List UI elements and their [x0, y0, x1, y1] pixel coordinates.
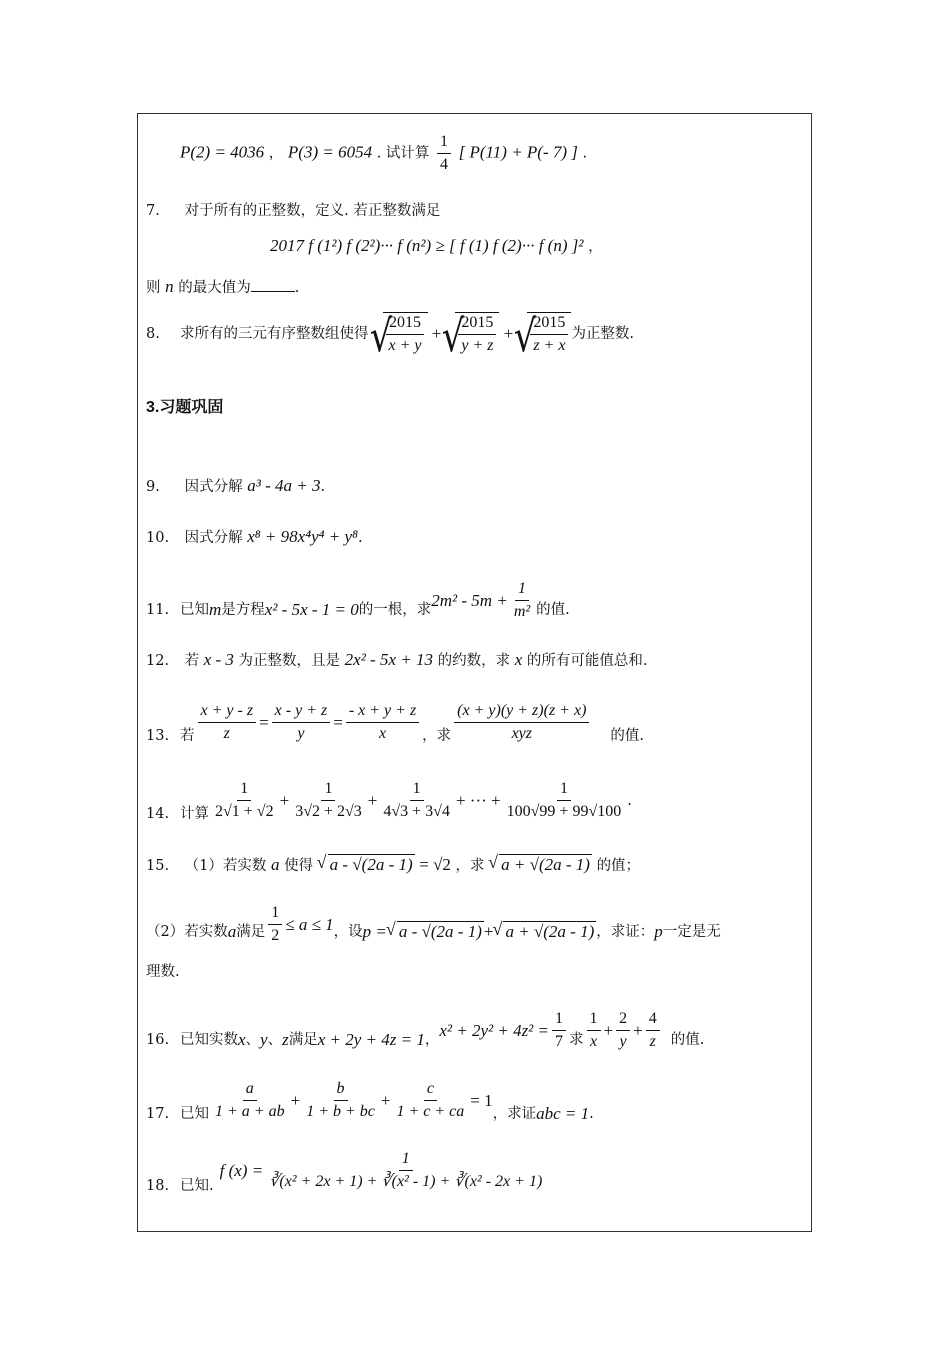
fraction-18: $\frac{1}{\text{∛(x² + 2x + 1) + ∛(x² - 1) + ∛(x² - 2x + 1)}}$	[269, 1150, 543, 1190]
sqrt-term-3: √ $\frac{2015}{z + x}$	[527, 312, 571, 356]
fraction-14-1: $\frac{1}{2√1 + √2}$	[215, 780, 274, 820]
problem-14-number: 14.	[146, 806, 170, 822]
problem-6-end: .	[582, 145, 588, 162]
problem-7-statement	[146, 201, 440, 221]
formula-16-eq2: x² + 2y² + 4z² =	[439, 1020, 550, 1040]
sqrt-15-1: √ a - √(2a - 1)	[328, 854, 415, 875]
problem-11	[146, 570, 570, 620]
p18-text1: 已知.	[180, 1178, 214, 1194]
fraction-16-3: $\frac{4}{z}$	[646, 1009, 660, 1052]
sqrt-term-1: √ $\frac{2015}{x + y}$	[383, 312, 428, 356]
p11-text1: 已知	[180, 602, 209, 618]
formula-12-b: 2x² - 5x + 13	[344, 650, 433, 669]
formula-17-eq: = 1	[470, 1090, 493, 1110]
var-p: p	[654, 922, 663, 941]
problem-8-post: 为正整数.	[571, 326, 635, 342]
problem-10-number: 10.	[146, 530, 170, 546]
formula-end: ，	[588, 239, 603, 255]
problem-9-text: 因式分解	[184, 479, 243, 495]
formula-bracket: [ P(11) + P(- 7) ]	[458, 142, 578, 162]
problem-10	[146, 527, 363, 548]
fraction-17-1: $\frac{a}{1 + a + ab}$	[215, 1080, 285, 1120]
problem-8: 8. 求所有的三元有序整数组使得 √ $\frac{2015}{x + y}$ + √ $\frac{2015}{y + z}$ + √ $\frac{2015}{z + x}$ 为正整数.	[146, 304, 634, 364]
problem-16: 16. 已知实数 x 、 y 、 z 满足 x + 2y + 4z = 1 ， x² + 2y² + 4z² = $\frac{1}{7}$ 求 $\frac{1}{x}$ + $\frac{2}{y}$ + $\frac{4}{z}$ 的值.	[146, 1010, 705, 1050]
fraction-13-1: $\frac{x + y - z}{z}$	[198, 701, 257, 744]
p16-text4: 的值.	[670, 1032, 705, 1048]
answer-end: .	[294, 280, 300, 296]
fraction-17-3: $\frac{c}{1 + c + ca}$	[396, 1080, 465, 1120]
p15-text4: 的值；	[596, 858, 641, 874]
problem-11-number: 11.	[146, 602, 170, 618]
sqrt-term-2: √ $\frac{2015}{y + z}$	[455, 312, 499, 356]
formula-15-p: p =	[362, 922, 387, 941]
formula-11-eq: x² - 5x - 1 = 0	[264, 600, 359, 619]
fraction-13-2: $\frac{x - y + z}{y}$	[272, 701, 331, 744]
answer-prefix: 则	[146, 280, 161, 296]
fraction-14-2: $\frac{1}{3√2 + 2√3}$	[295, 780, 362, 820]
problem-15-continuation: 理数.	[146, 964, 180, 980]
var-z-16: z	[282, 1030, 289, 1049]
problem-13: 13. 若 $\frac{x + y - z}{z}$ = $\frac{x - y + z}{y}$ = $\frac{- x + y + z}{x}$ ，求 $\frac{(x + y)(y + z)(z + x)}{\text{xyz}}$ 的值.	[146, 702, 644, 744]
content-box	[137, 113, 812, 1232]
formula-16-eq1: x + 2y + 4z = 1	[317, 1030, 425, 1049]
var-y-16: y	[260, 1030, 268, 1049]
p12-text4: 的所有可能值总和.	[526, 653, 648, 669]
problem-12	[146, 650, 647, 671]
var-x: x	[514, 650, 523, 669]
problem-17: 17. 已知 $\frac{a}{1 + a + ab}$ + $\frac{b}{1 + b + bc}$ + $\frac{c}{1 + c + ca}$ = 1 ，求证 abc = 1 .	[146, 1080, 594, 1123]
problem-6-text: . 试计算	[376, 145, 430, 162]
formula-p2: P(2) = 4036	[180, 142, 265, 162]
p12-text3: 的约数，求	[437, 653, 511, 669]
problem-15-number: 15.	[146, 858, 170, 874]
problem-7-formula	[270, 236, 603, 257]
problem-10-end: .	[357, 530, 363, 546]
problem-15-part-1	[146, 854, 640, 876]
p11-text2: 是方程	[221, 602, 265, 618]
fraction-17-2: $\frac{b}{1 + b + bc}$	[306, 1080, 375, 1120]
problem-16-number: 16.	[146, 1032, 170, 1048]
p13-text3: 的值.	[610, 728, 644, 744]
problem-9	[146, 476, 325, 497]
answer-blank	[251, 277, 295, 292]
p11-text4: 的值.	[536, 602, 570, 618]
problem-18-number: 18.	[146, 1178, 170, 1194]
fraction-16-1: $\frac{1}{x}$	[587, 1009, 601, 1052]
p15-text6: ，设	[333, 924, 363, 940]
formula-18-lhs: f (x) =	[219, 1160, 264, 1180]
fraction-14-3: $\frac{1}{4√3 + 3√4}$	[383, 780, 450, 820]
fraction-half: $\frac{1}{2}$	[268, 903, 282, 946]
fraction-14-4: $\frac{1}{100√99 + 99√100}$	[506, 780, 622, 820]
problem-10-text: 因式分解	[184, 530, 243, 546]
problem-14: 14. 计算 $\frac{1}{2√1 + √2}$ + $\frac{1}{3√2 + 2√3}$ + $\frac{1}{4√3 + 3√4}$ + ··· + $\frac{1}{100√99 + 99√100}$ .	[146, 780, 632, 822]
sqrt-15-2: √ a + √(2a - 1)	[499, 854, 592, 875]
p15-q2: （2）若实数	[146, 924, 228, 940]
p15-text5: 满足	[236, 924, 266, 940]
problem-8-number: 8.	[146, 326, 160, 342]
problem-12-number: 12.	[146, 653, 170, 669]
problem-13-number: 13.	[146, 728, 170, 744]
p16-text3: 求	[569, 1032, 584, 1048]
formula-17-result: abc = 1	[536, 1104, 590, 1123]
problem-15-part-2: （2）若实数 a 满足 $\frac{1}{2}$ ≤ a ≤ 1 ，设 p = √ a - √(2a - 1) + √ a + √(2a - 1) ，求证： p 一定是无	[146, 892, 721, 942]
answer-text: 的最大值为	[178, 280, 251, 296]
var-a: a	[270, 855, 280, 874]
problem-7-answer	[146, 277, 299, 298]
sqrt-15-4: √ a + √(2a - 1)	[503, 921, 596, 942]
fraction-seventh: $\frac{1}{7}$	[552, 1009, 566, 1052]
problem-17-number: 17.	[146, 1106, 170, 1122]
var-m: m	[209, 600, 222, 619]
p13-text1: 若	[180, 728, 195, 744]
fraction-13-4: $\frac{(x + y)(y + z)(z + x)}{\text{xyz}}$	[454, 701, 589, 744]
p16-text1: 已知实数	[180, 1032, 238, 1048]
p13-text2: ，求	[422, 728, 452, 744]
problem-6-line: P(2) = 4036 ， P(3) = 6054 . 试计算 $\frac{1}{4}$ [ P(11) + P(- 7) ] .	[180, 133, 588, 173]
p12-text2: 为正整数，且是	[238, 653, 341, 669]
p15-text8: 一定是无	[662, 924, 721, 940]
formula-9: a³ - 4a + 3	[247, 476, 321, 495]
section-title: 3.习题巩固	[146, 399, 224, 416]
problem-7-text: 对于所有的正整数，定义. 若正整数满足	[184, 203, 441, 219]
formula-15-ineq: ≤ a ≤ 1	[285, 914, 334, 934]
p11-text3: 的一根，求	[358, 602, 432, 618]
formula-p3: P(3) = 6054	[287, 142, 373, 162]
p17-text1: 已知	[180, 1106, 209, 1122]
p17-text2: ，求证	[492, 1106, 537, 1122]
p15-text3: ，求	[455, 858, 485, 874]
problem-18	[146, 1136, 548, 1196]
p15-text7: ，求证：	[596, 924, 655, 940]
problem-9-number: 9.	[146, 479, 160, 495]
formula-10: x⁸ + 98x⁴y⁴ + y⁸	[247, 527, 358, 546]
p14-text: 计算	[180, 806, 209, 822]
var-x-16: x	[238, 1030, 246, 1049]
p16-text2: 满足	[288, 1032, 318, 1048]
p15-text2: 使得	[284, 858, 314, 874]
sqrt-15-3: √ a - √(2a - 1)	[397, 921, 484, 942]
formula-11-expr: 2m² - 5m +	[431, 590, 508, 610]
fraction-quarter: $\frac{1}{4}$	[437, 132, 451, 175]
formula-12-a: x - 3	[203, 650, 234, 669]
problem-7-number: 7.	[146, 203, 160, 219]
var-a-2: a	[227, 922, 237, 941]
fraction-16-2: $\frac{2}{y}$	[616, 1009, 630, 1052]
fraction-11: $\frac{1}{\text{m²}}$	[513, 580, 531, 620]
fraction-13-3: $\frac{- x + y + z}{x}$	[346, 701, 419, 744]
formula-2017: 2017 f (1²) f (2²)··· f (n²) ≥ [ f (1) f (2)··· f (n) ]²	[270, 236, 584, 255]
p15-text1: （1）若实数	[184, 858, 267, 874]
problem-9-end: .	[320, 479, 326, 495]
p12-text1: 若	[184, 653, 200, 669]
var-n: n	[165, 277, 174, 296]
formula-15-eq: = √2	[419, 855, 451, 874]
problem-8-text: 求所有的三元有序整数组使得	[180, 326, 369, 342]
